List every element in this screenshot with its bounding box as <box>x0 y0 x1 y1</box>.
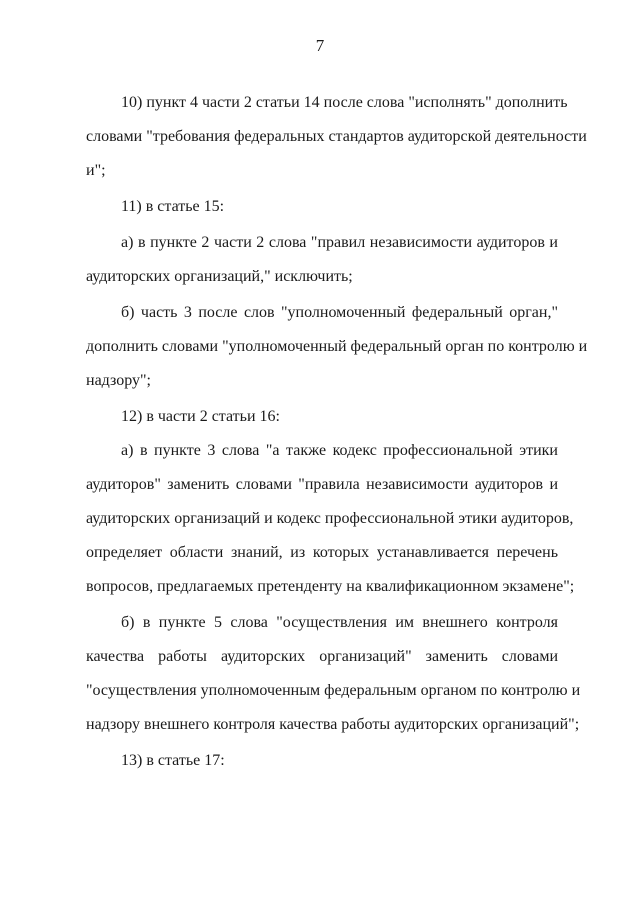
text-line: "осуществления уполномоченным федеральным органом по контролю и <box>86 682 581 699</box>
text-line: а) в пункте 2 части 2 слова "правил независимости аудиторов и <box>121 234 558 251</box>
text-line: 10) пункт 4 части 2 статьи 14 после слова "исполнять" дополнить <box>121 94 568 111</box>
text-line: и"; <box>86 162 106 179</box>
text-line: б) в пункте 5 слова "осуществления им внешнего контроля <box>121 614 558 631</box>
section-heading: 13) в статье 17: <box>121 752 225 769</box>
text-line: качества работы аудиторских организаций" заменить словами <box>86 648 558 665</box>
text-line: надзору"; <box>86 372 151 389</box>
text-line: а) в пункте 3 слова "а также кодекс профессиональной этики <box>121 442 558 459</box>
text-line: определяет области знаний, из которых устанавливается перечень <box>86 544 558 561</box>
page-number: 7 <box>315 36 325 55</box>
text-line: аудиторов" заменить словами "правила независимости аудиторов и <box>86 476 558 493</box>
text-line: дополнить словами "уполномоченный федеральный орган по контролю и <box>86 338 588 355</box>
section-heading: 12) в части 2 статьи 16: <box>121 408 280 425</box>
section-heading: 11) в статье 15: <box>121 198 225 215</box>
text-line: вопросов, предлагаемых претенденту на квалификационном экзамене"; <box>86 578 575 595</box>
text-line: аудиторских организаций," исключить; <box>86 268 353 285</box>
text-line: аудиторских организаций и кодекс профессиональной этики аудиторов, <box>86 510 574 527</box>
text-line: б) часть 3 после слов "уполномоченный федеральный орган," <box>121 304 558 321</box>
text-line: надзору внешнего контроля качества работы аудиторских организаций"; <box>86 716 580 733</box>
text-line: словами "требования федеральных стандартов аудиторской деятельности <box>86 128 587 145</box>
